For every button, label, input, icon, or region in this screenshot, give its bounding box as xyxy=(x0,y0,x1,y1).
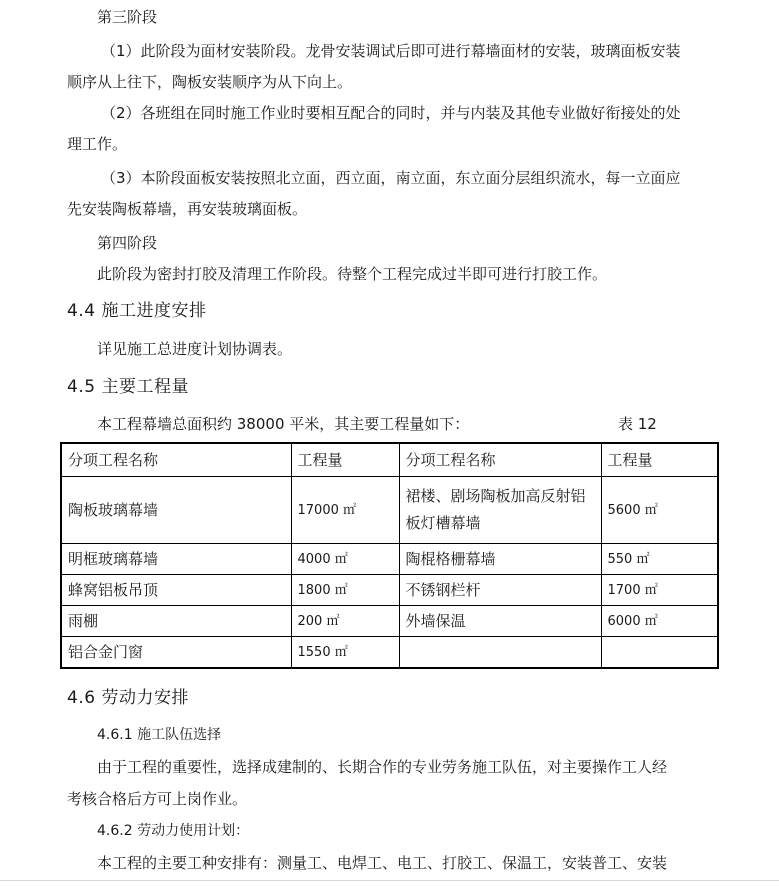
table-cell: 陶棍格栅幕墙 xyxy=(399,544,601,575)
table-row xyxy=(61,637,718,669)
paragraph-1-line-2: 顺序从上往下，陶板安装顺序为从下向上。 xyxy=(67,73,353,91)
stage4-title: 第四阶段 xyxy=(97,234,158,252)
table-cell: 1800 ㎡ xyxy=(291,575,399,606)
section-4-6-2-line-1: 本工程的主要工种安排有：测量工、电焊工、电工、打胶工、保温工，安装普工、安装 xyxy=(97,854,668,872)
heading-4-5: 4.5 主要工程量 xyxy=(67,377,189,397)
table-cell xyxy=(601,637,718,669)
table-cell: 雨棚 xyxy=(61,606,291,637)
table-header-cell: 工程量 xyxy=(601,443,718,477)
table-cell: 不锈钢栏杆 xyxy=(399,575,601,606)
table-cell: 外墙保温 xyxy=(399,606,601,637)
table-header-cell: 分项工程名称 xyxy=(399,443,601,477)
table-cell: 4000 ㎡ xyxy=(291,544,399,575)
stage3-title: 第三阶段 xyxy=(97,8,158,26)
table-row xyxy=(61,544,718,575)
table-cell: 明框玻璃幕墙 xyxy=(61,544,291,575)
quantity-table xyxy=(60,442,719,669)
table-cell: 1550 ㎡ xyxy=(291,637,399,669)
table-cell xyxy=(399,477,601,544)
table-cell-line: 板灯槽幕墙 xyxy=(405,514,481,532)
table-cell: 蜂窝铝板吊顶 xyxy=(61,575,291,606)
table-row xyxy=(61,575,718,606)
paragraph-3-line-2: 先安装陶板幕墙，再安装玻璃面板。 xyxy=(67,200,308,218)
table-cell: 550 ㎡ xyxy=(601,544,718,575)
heading-4-6-2: 4.6.2 劳动力使用计划： xyxy=(97,823,250,839)
stage4-text: 此阶段为密封打胶及清理工作阶段。待整个工程完成过半即可进行打胶工作。 xyxy=(97,265,608,283)
section-4-6-1-line-1: 由于工程的重要性，选择成建制的、长期合作的专业劳务施工队伍，对主要操作工人经 xyxy=(97,758,668,776)
paragraph-3-line-1: （3）本阶段面板安装按照北立面，西立面，南立面，东立面分层组织流水，每一立面应 xyxy=(101,169,681,187)
table-cell: 铝合金门窗 xyxy=(61,637,291,669)
table-row xyxy=(61,477,718,544)
table-header-cell: 分项工程名称 xyxy=(61,443,291,477)
table-row xyxy=(61,606,718,637)
heading-4-5-text: 本工程幕墙总面积约 38000 平米，其主要工程量如下： xyxy=(97,415,470,433)
heading-4-6-1: 4.6.1 施工队伍选择 xyxy=(97,727,222,743)
table-cell-line: 裙楼、剧场陶板加高反射铝 xyxy=(405,487,586,505)
heading-4-4-text: 详见施工总进度计划协调表。 xyxy=(97,340,293,358)
table-cell: 6000 ㎡ xyxy=(601,606,718,637)
table-cell: 陶板玻璃幕墙 xyxy=(61,477,291,544)
table-number: 表 12 xyxy=(618,415,657,433)
table-cell: 200 ㎡ xyxy=(291,606,399,637)
section-4-6-1-line-2: 考核合格后方可上岗作业。 xyxy=(67,790,248,808)
table-cell: 17000 ㎡ xyxy=(291,477,399,544)
table-cell: 5600 ㎡ xyxy=(601,477,718,544)
paragraph-2-line-2: 理工作。 xyxy=(67,135,128,153)
heading-4-4: 4.4 施工进度安排 xyxy=(67,301,207,321)
page-bottom-divider xyxy=(0,880,779,881)
table-header-row xyxy=(61,443,718,477)
table-header-cell: 工程量 xyxy=(291,443,399,477)
table-cell: 1700 ㎡ xyxy=(601,575,718,606)
paragraph-2-line-1: （2）各班组在同时施工作业时要相互配合的同时，并与内装及其他专业做好衔接处的处 xyxy=(101,104,681,122)
heading-4-6: 4.6 劳动力安排 xyxy=(67,688,189,708)
paragraph-1-line-1: （1）此阶段为面材安装阶段。龙骨安装调试后即可进行幕墙面材的安装，玻璃面板安装 xyxy=(101,42,681,60)
table-cell xyxy=(399,637,601,669)
